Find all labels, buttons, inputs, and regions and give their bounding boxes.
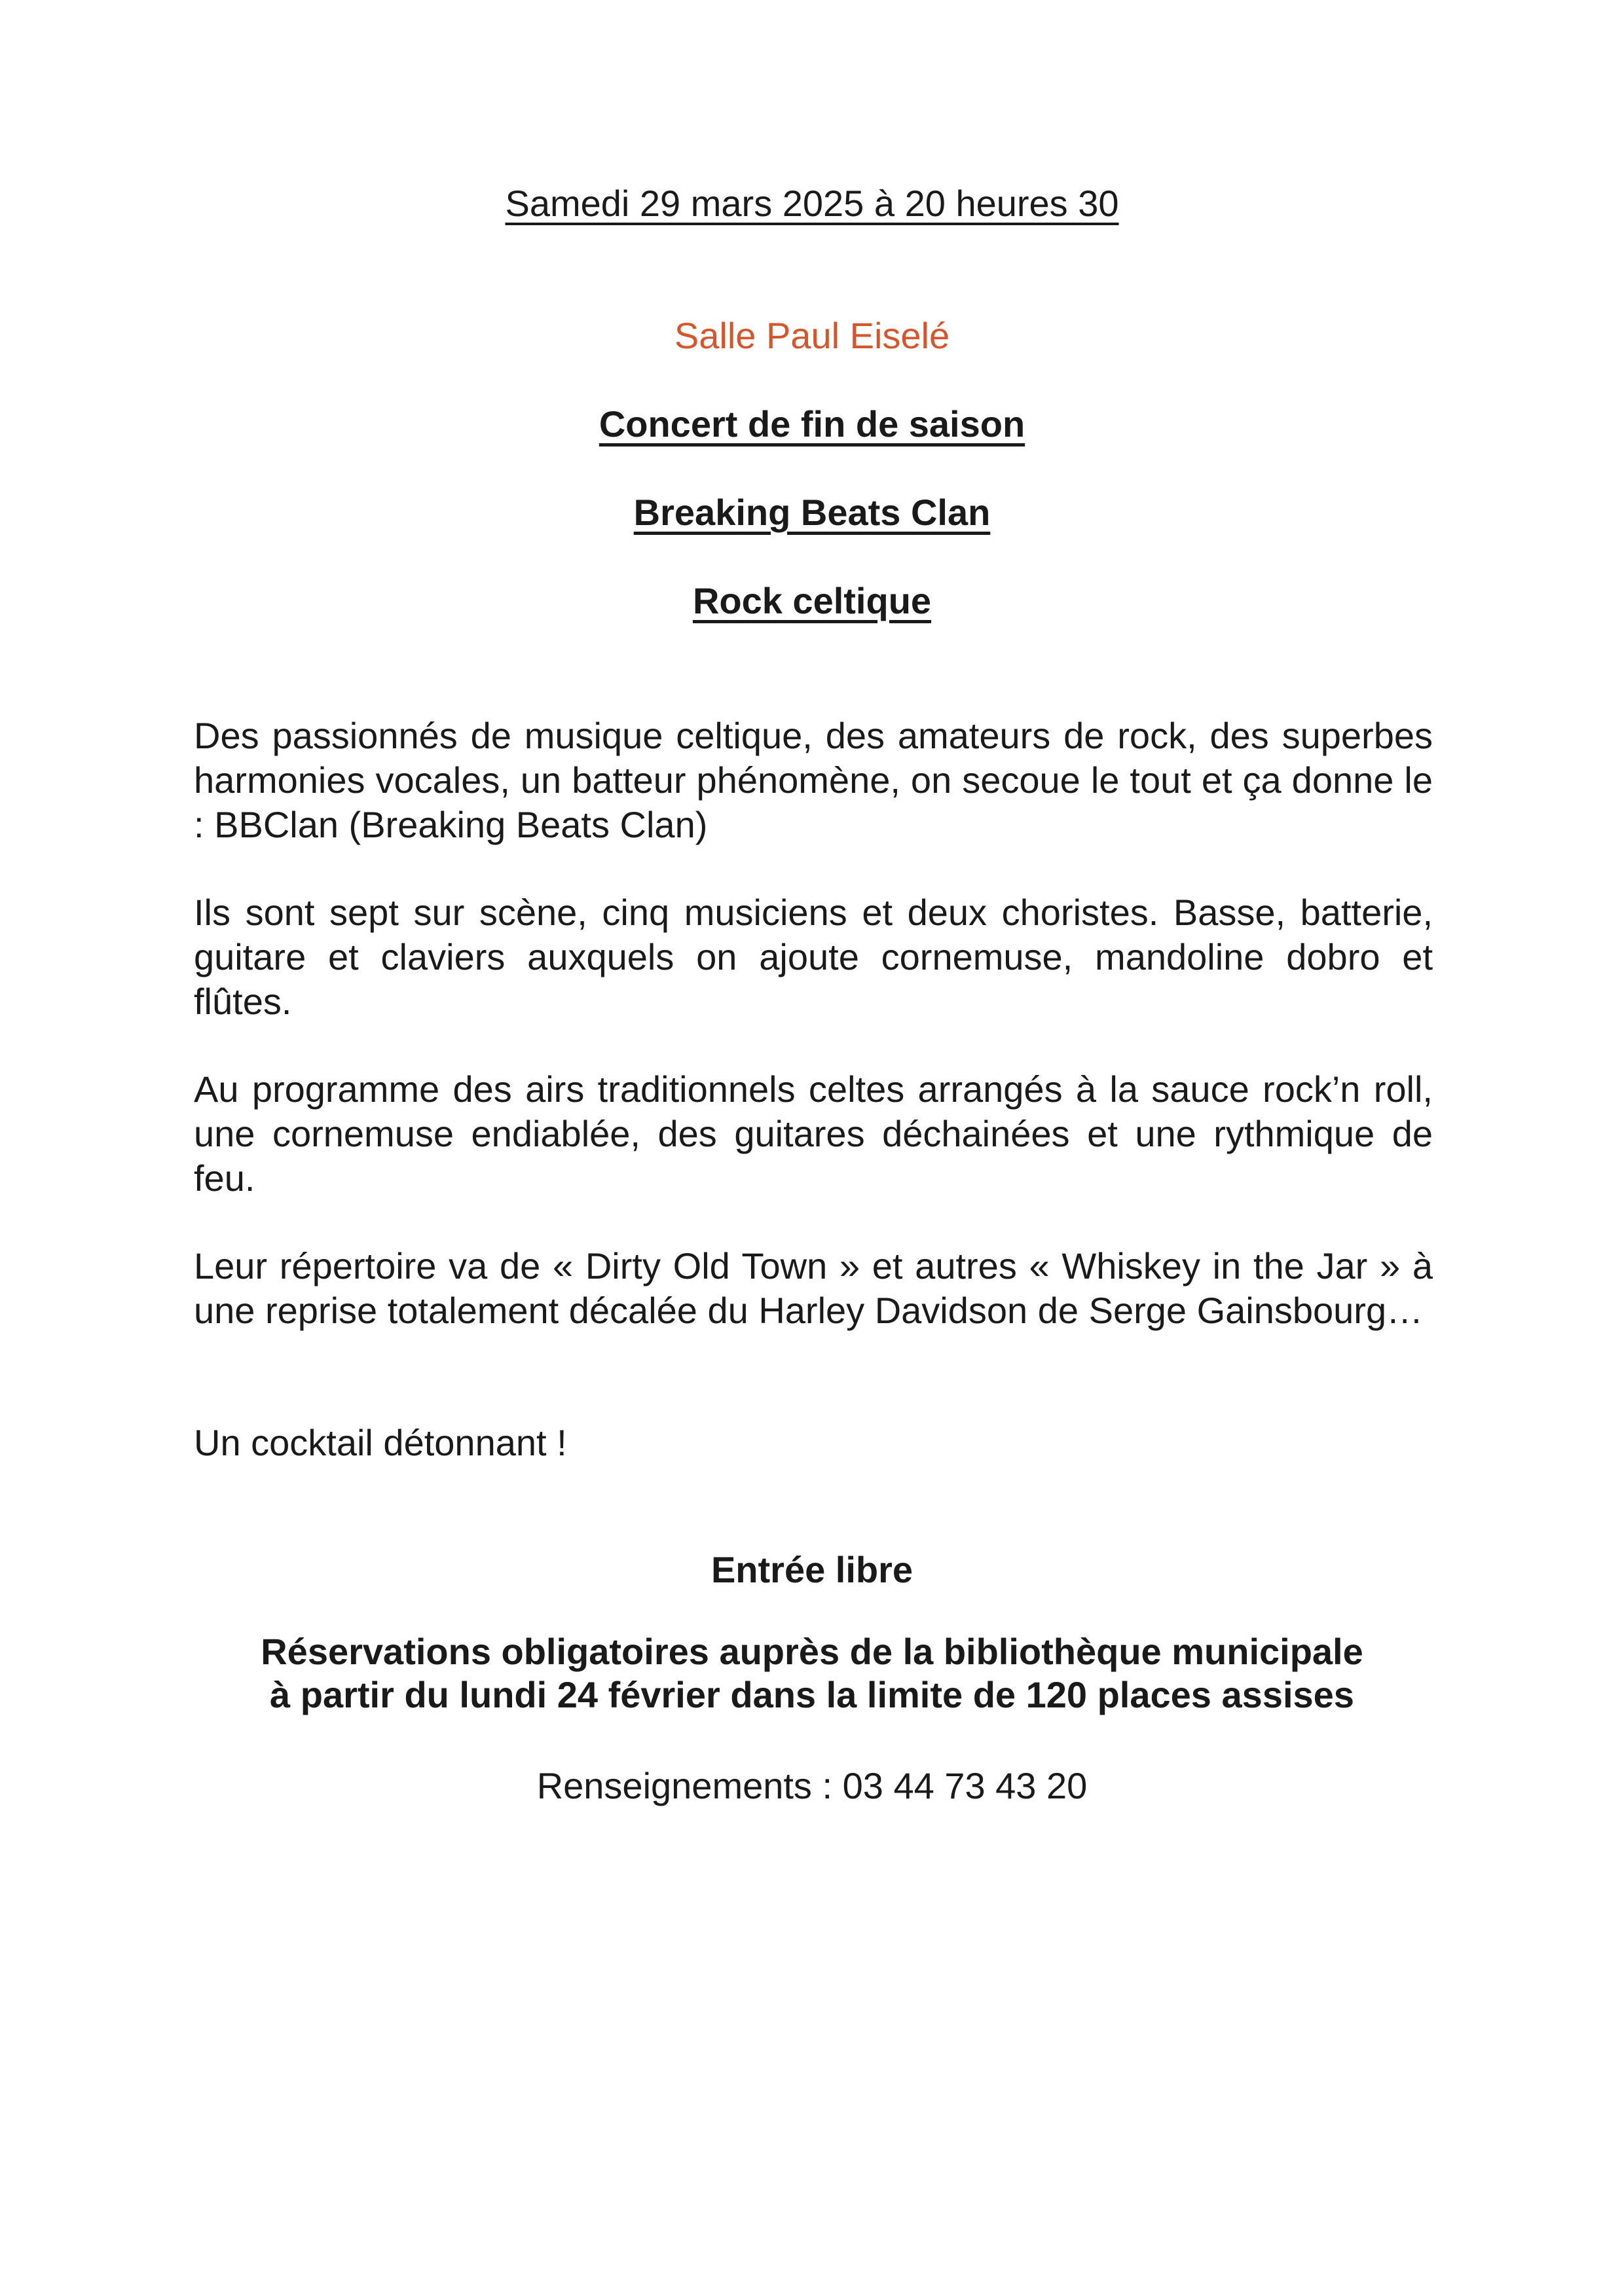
event-venue: Salle Paul Eiselé bbox=[674, 315, 950, 356]
entry-note: Entrée libre bbox=[710, 1549, 913, 1590]
info-phone: Renseignements : 03 44 73 43 20 bbox=[536, 1765, 1088, 1806]
reservations-note bbox=[0, 1630, 1624, 1717]
description-paragraph-2: Ils sont sept sur scène, cinq musiciens et deux choristes. Basse, batterie, guitare et claviers auxquels on ajoute cornemuse, mandoline dobro et flûtes. bbox=[194, 892, 1433, 1022]
reservations-line-1: Réservations obligatoires auprès de la bibliothèque municipale bbox=[261, 1631, 1363, 1672]
description-paragraph-4: Leur répertoire va de « Dirty Old Town » et autres « Whiskey in the Jar » à une reprise totalement décalée du Harley Davidson de Serge Gainsbourg… bbox=[194, 1245, 1433, 1331]
reservations-line-2: à partir du lundi 24 février dans la limite de 120 places assises bbox=[270, 1674, 1354, 1715]
description-paragraph-1: Des passionnés de musique celtique, des amateurs de rock, des superbes harmonies vocales, un batteur phénomène, on secoue le tout et ça donne le : BBClan (Breaking Beats Clan) bbox=[194, 715, 1433, 845]
band-name: Breaking Beats Clan bbox=[633, 492, 991, 533]
description-paragraph-5: Un cocktail détonnant ! bbox=[194, 1422, 567, 1463]
music-genre: Rock celtique bbox=[692, 580, 932, 621]
event-date: Samedi 29 mars 2025 à 20 heures 30 bbox=[505, 183, 1119, 224]
event-title: Concert de fin de saison bbox=[599, 403, 1025, 445]
description-paragraph-3: Au programme des airs traditionnels celtes arrangés à la sauce rock’n roll, une cornemuse endiablée, des guitares déchainées et une rythmique de feu. bbox=[194, 1068, 1433, 1199]
